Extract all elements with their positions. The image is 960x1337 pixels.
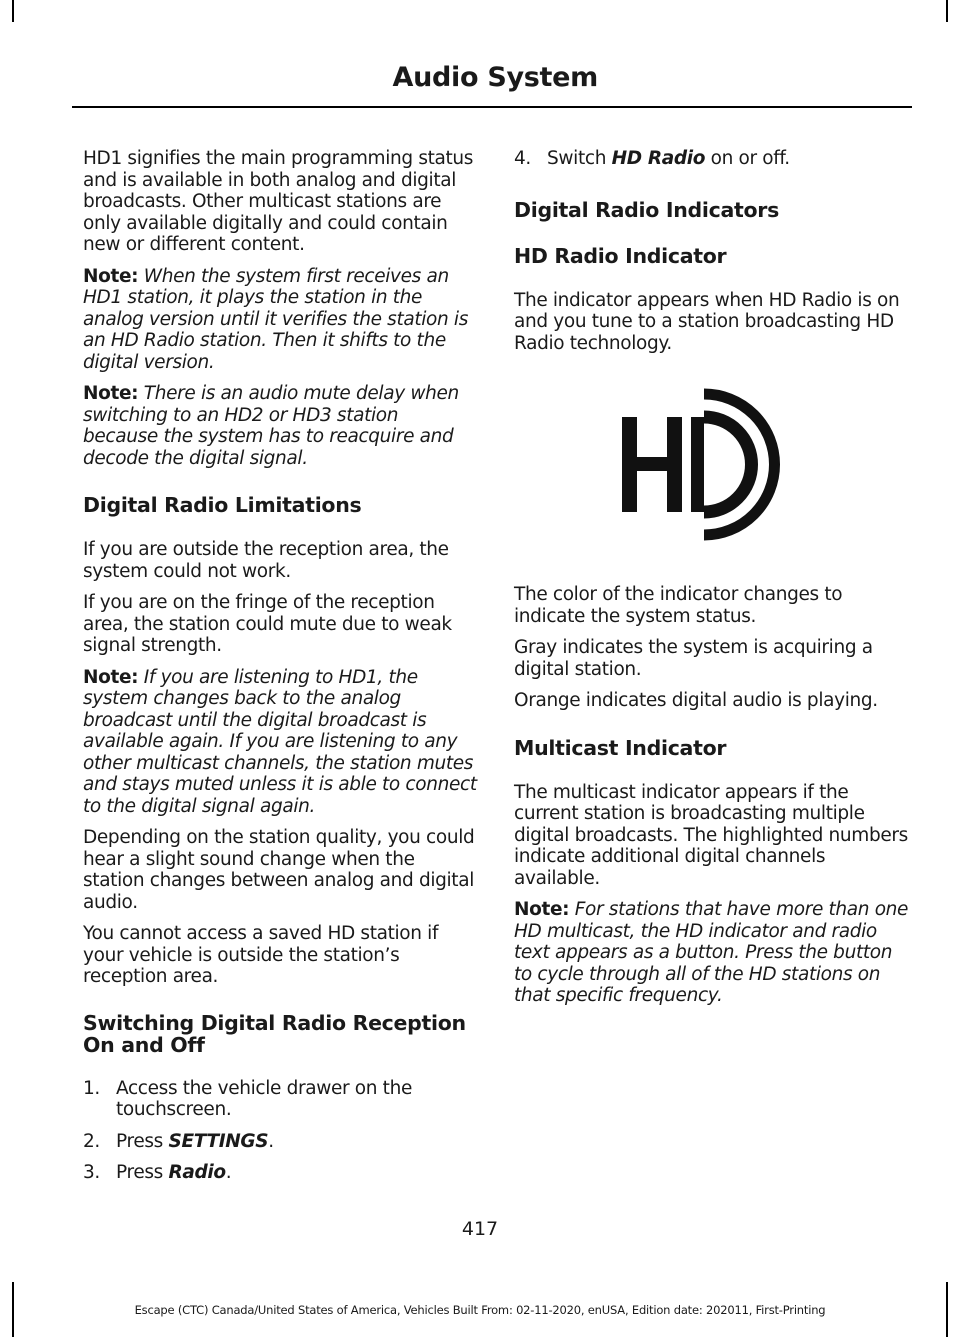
paragraph-multicast: The multicast indicator appears if the current station is broadcasting multiple digital broadcasts. The highlighted numbers indicate additional digital channels available. (514, 781, 908, 889)
page-header-title: Audio System (392, 62, 598, 93)
step-number: 3. (83, 1162, 100, 1183)
note-label: Note: (514, 899, 570, 920)
paragraph-gray: Gray indicates the system is acquiring a digital station. (514, 637, 873, 680)
note-text: When the system first receives an HD1 station, it plays the station in the analog version until it verifies the station is an HD Radio station. Then it shifts to the digital version. (83, 265, 469, 373)
note-label: Note: (83, 383, 139, 404)
step-item (514, 148, 910, 170)
note-text: If you are listening to HD1, the system changes back to the analog broadcast until the digital broadcast is available again. If you are listening to any other multicast channels, the station mutes and stays muted unless it is able to connect to the digital signal again. (83, 666, 477, 817)
paragraph-station-quality: Depending on the station quality, you could hear a slight sound change when the station changes between analog and digital audio. (83, 827, 475, 913)
step-text-pre: Switch (547, 148, 612, 169)
step-number: 4. (514, 148, 531, 169)
step-item (83, 1131, 477, 1153)
note-text: For stations that have more than one HD multicast, the HD indicator and radio text appears as a button. Press the button to cycle through all of the HD stations on that specific frequency. (514, 899, 909, 1006)
crop-mark-top-right (946, 0, 948, 22)
right-column (514, 148, 910, 1017)
hd-radio-logo-icon (614, 382, 784, 547)
heading-switching: Switching Digital Radio Reception On and Off (83, 1010, 466, 1057)
menu-setting-name: SETTINGS (168, 1130, 269, 1152)
note-multicast-button (514, 899, 910, 1007)
paragraph-fringe-area: If you are on the fringe of the reception area, the station could mute due to weak signal strength. (83, 592, 452, 656)
step-text-post: . (225, 1162, 232, 1183)
paragraph-indicator-appears: The indicator appears when HD Radio is on and you tune to a station broadcasting HD Radio technology. (514, 289, 900, 354)
heading-limitations: Digital Radio Limitations (83, 493, 362, 517)
step-text: Access the vehicle drawer on the touchscreen. (116, 1077, 412, 1120)
header-divider (72, 106, 912, 108)
paragraph-color-changes: The color of the indicator changes to indicate the system status. (514, 584, 843, 627)
note-first-receive (83, 266, 477, 374)
paragraph-orange: Orange indicates digital audio is playing. (514, 690, 878, 711)
paragraph-outside-area: If you are outside the reception area, the system could not work. (83, 539, 449, 582)
note-hd1-listening (83, 667, 477, 818)
step-number: 2. (83, 1130, 100, 1152)
menu-setting-name: Radio (168, 1162, 226, 1183)
note-mute-delay (83, 383, 477, 469)
step-text-post: . (268, 1130, 274, 1152)
note-label: Note: (83, 666, 139, 688)
note-text: There is an audio mute delay when switching to an HD2 or HD3 station because the system has to reacquire and decode the digital signal. (83, 383, 459, 469)
page-number: 417 (461, 1218, 499, 1240)
hd-radio-logo (514, 364, 910, 584)
note-label: Note: (83, 265, 139, 287)
paragraph-hd1: HD1 signifies the main programming status and is available in both analog and digital broadcasts. Other multicast stations are only available digitally and could contain new or different content. (83, 148, 474, 255)
step-text (116, 1131, 477, 1153)
step-text-pre: Press (116, 1162, 169, 1183)
menu-setting-name: HD Radio (611, 148, 706, 169)
paragraph-saved-station: You cannot access a saved HD station if your vehicle is outside the station’s reception area. (83, 923, 439, 987)
step-text-post: on or off. (705, 148, 790, 169)
step-text (116, 1162, 477, 1184)
step-text-pre: Press (116, 1130, 169, 1152)
step-text (547, 148, 910, 170)
left-column (83, 148, 477, 1194)
step-item (83, 1162, 477, 1184)
step-number: 1. (83, 1077, 100, 1099)
heading-indicators: Digital Radio Indicators (514, 197, 779, 222)
heading-multicast: Multicast Indicator (514, 735, 727, 760)
crop-mark-top-left (12, 0, 14, 22)
step-item (83, 1078, 477, 1121)
page-footer: Escape (CTC) Canada/United States of America, Vehicles Built From: 02-11-2020, enUSA, Edition date: 202011, First-Printing (134, 1303, 826, 1317)
heading-hd-indicator: HD Radio Indicator (514, 243, 727, 268)
